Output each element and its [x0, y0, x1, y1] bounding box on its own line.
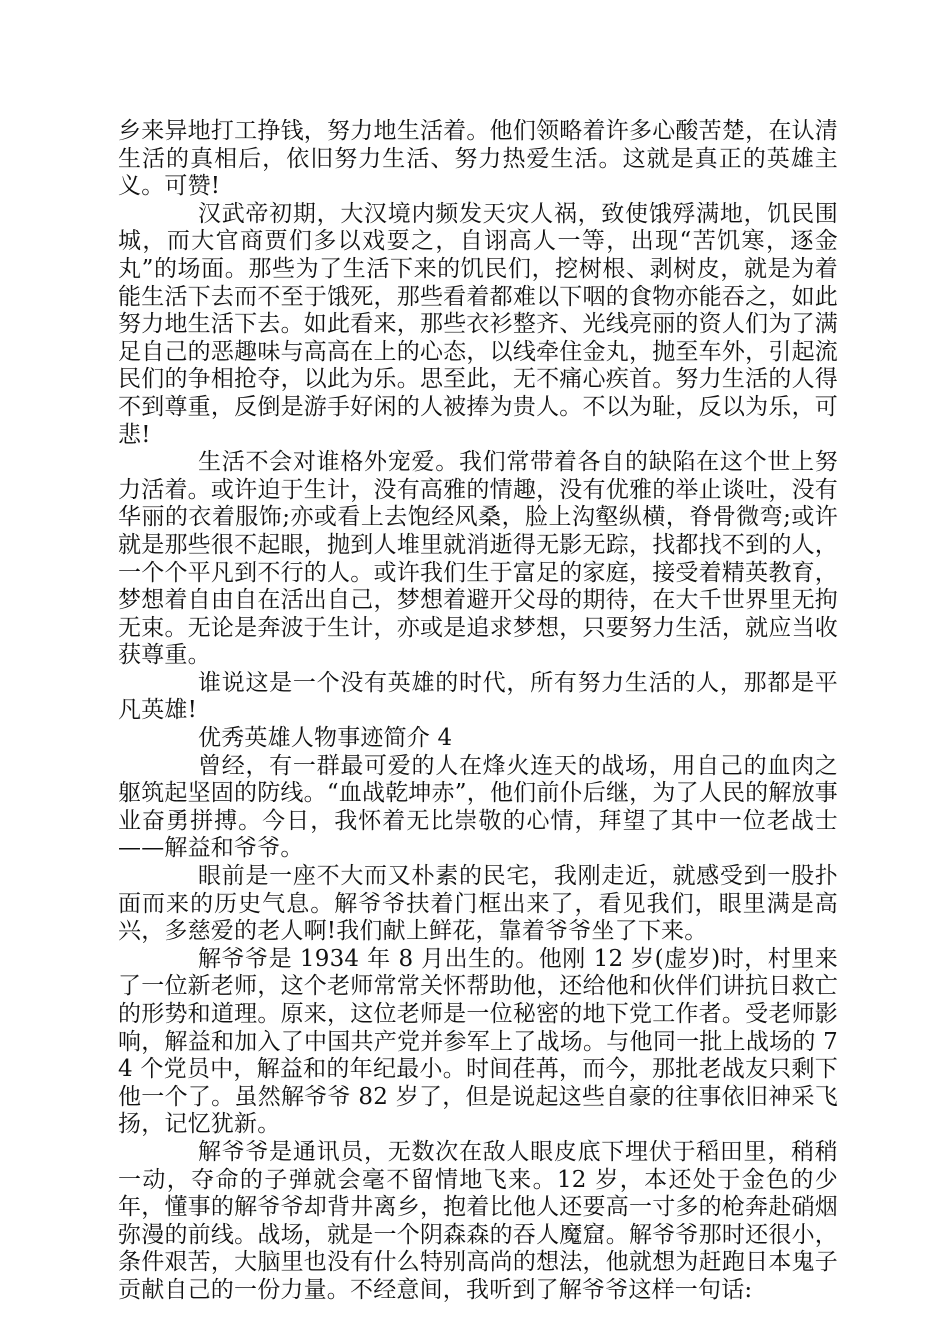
paragraph-5: 曾经，有一群最可爱的人在烽火连天的战场，用自己的血肉之躯筑起坚固的防线。“血战乾坤赤”，他们前仆后继，为了人民的解放事业奋勇拼搏。今日，我怀着无比崇敬的心情，拜望了其中一位老战士——解益和爷爷。 — [118, 752, 838, 862]
paragraph-6: 眼前是一座不大而又朴素的民宅，我刚走近，就感受到一股扑面而来的历史气息。解爷爷扶着门框出来了，看见我们，眼里满是高兴，多慈爱的老人啊!我们献上鲜花，靠着爷爷坐了下来。 — [118, 863, 838, 945]
paragraph-3: 生活不会对谁格外宠爱。我们常带着各自的缺陷在这个世上努力活着。或许迫于生计，没有高雅的情趣，没有优雅的举止谈吐，没有华丽的衣着服饰;亦或看上去饱经风桑，脸上沟壑纵横，脊骨微弯;或许就是那些很不起眼，抛到人堆里就消逝得无影无踪，找都找不到的人，一个个平凡到不行的人。或许我们生于富足的家庭，接受着精英教育，梦想着自由自在活出自己，梦想着避开父母的期待，在大千世界里无拘无束。无论是奔波于生计，亦或是追求梦想，只要努力生活，就应当收获尊重。 — [118, 449, 838, 669]
paragraph-7: 解爷爷是 1934 年 8 月出生的。他刚 12 岁(虚岁)时，村里来了一位新老师，这个老师常常关怀帮助他，还给他和伙伴们讲抗日救亡的形势和道理。原来，这位老师是一位秘密的地下党工作者。受老师影响，解益和加入了中国共产党并参军上了战场。与他同一批上战场的 74 个党员中，解益和的年纪最小。时间荏苒，而今，那批老战友只剩下他一个了。虽然解爷爷 82 岁了，但是说起这些自豪的往事依旧神采飞扬，记忆犹新。 — [118, 945, 838, 1138]
section-heading: 优秀英雄人物事迹简介 4 — [198, 725, 453, 752]
document-page — [118, 118, 838, 1305]
paragraph-4: 谁说这是一个没有英雄的时代，所有努力生活的人，那都是平凡英雄! — [118, 669, 838, 724]
paragraph-8: 解爷爷是通讯员，无数次在敌人眼皮底下埋伏于稻田里，稍稍一动，夺命的子弹就会毫不留情地飞来。12 岁，本还处于金色的少年，懂事的解爷爷却背井离乡，抱着比他人还要高一寸多的枪奔赴硝烟弥漫的前线。战场，就是一个阴森森的吞人魔窟。解爷爷那时还很小，条件艰苦，大脑里也没有什么特别高尚的想法，他就想为赶跑日本鬼子贡献自己的一份力量。不经意间，我听到了解爷爷这样一句话: — [118, 1138, 838, 1303]
paragraph-1: 乡来异地打工挣钱，努力地生活着。他们领略着许多心酸苦楚，在认清生活的真相后，依旧努力生活、努力热爱生活。这就是真正的英雄主义。可赞! — [118, 118, 838, 200]
paragraph-2: 汉武帝初期，大汉境内频发天灾人祸，致使饿殍满地，饥民围城，而大官商贾们多以戏耍之，自诩高人一等，出现“苦饥寒，逐金丸”的场面。那些为了生活下来的饥民们，挖树根、剥树皮，就是为着能生活下去而不至于饿死，那些看着都难以下咽的食物亦能吞之，如此努力地生活下去。如此看来，那些衣衫整齐、光线亮丽的资人们为了满足自己的恶趣味与高高在上的心态，以线牵住金丸，抛至车外，引起流民们的争相抢夺，以此为乐。思至此，无不痛心疾首。努力生活的人得不到尊重，反倒是游手好闲的人被捧为贵人。不以为耻，反以为乐，可悲! — [118, 200, 838, 448]
